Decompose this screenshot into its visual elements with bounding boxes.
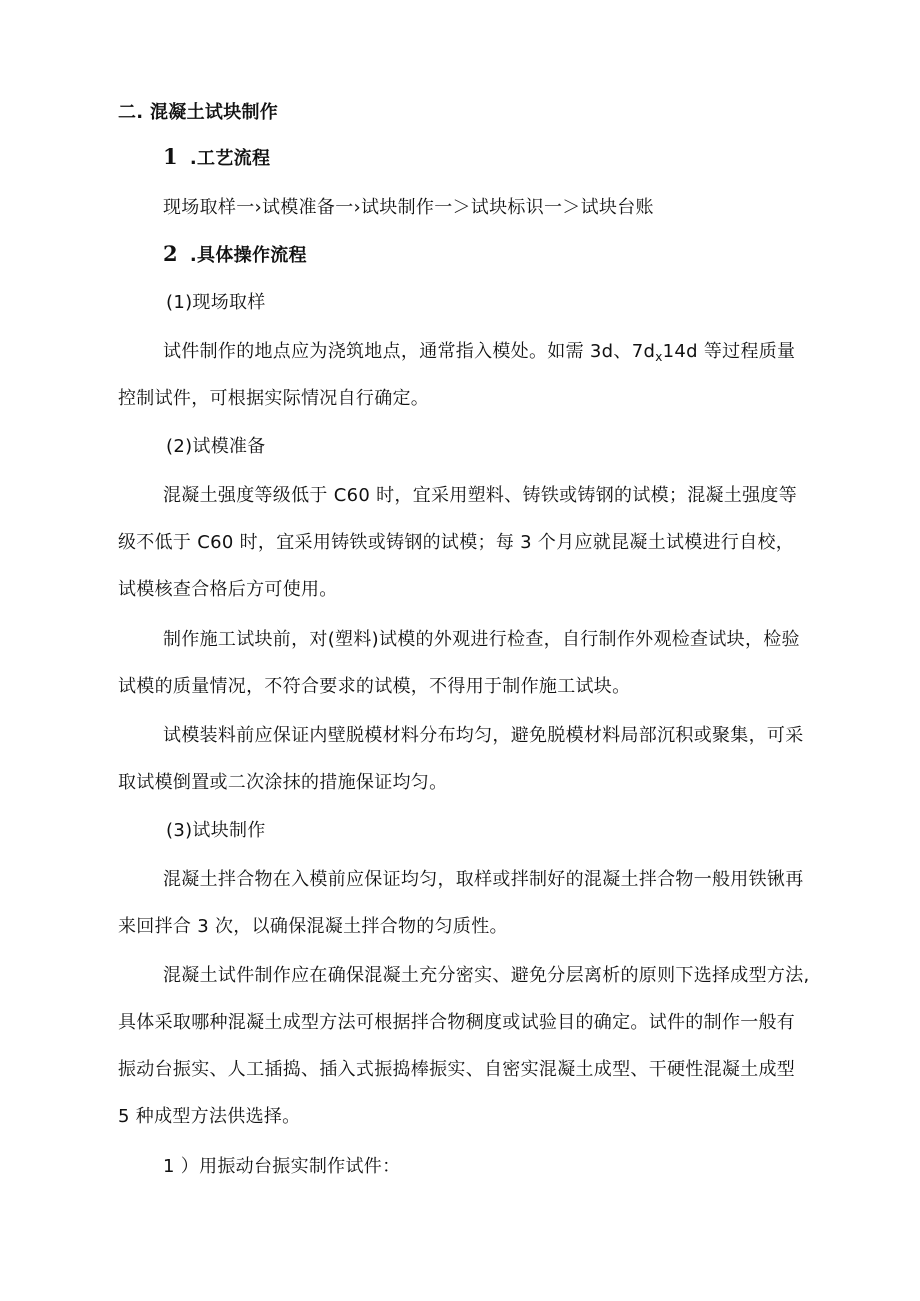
step-title: (2)试模准备	[166, 436, 266, 457]
paragraph-line: 5 种成型方法供选择。	[118, 1106, 301, 1127]
paragraph-line: 来回拌合 3 次，以确保混凝土拌合物的匀质性。	[118, 916, 508, 937]
paragraph-line: 试模装料前应保证内壁脱模材料分布均匀，避免脱模材料局部沉积或聚集，可采	[163, 725, 804, 746]
process-flow: 现场取样一›试模准备一›试块制作一＞试块标识一＞试块台账	[163, 197, 654, 218]
subsection-title: .具体操作流程	[189, 245, 307, 266]
subsection-title: .工艺流程	[189, 148, 271, 169]
paragraph-line: 控制试件，可根据实际情况自行确定。	[118, 388, 430, 409]
step-title: (1)现场取样	[166, 292, 266, 313]
paragraph-line: 级不低于 C60 时，宜采用铸铁或铸钢的试模；每 3 个月应就昆凝土试模进行自校，	[118, 532, 795, 553]
paragraph-line: 振动台振实、人工插捣、插入式振捣棒振实、自密实混凝土成型、干硬性混凝土成型	[118, 1059, 796, 1080]
paragraph-line: 试模的质量情况，不符合要求的试模，不得用于制作施工试块。	[118, 676, 631, 697]
subsection-heading-2	[163, 242, 307, 268]
paragraph-line: 具体采取哪种混凝土成型方法可根据拌合物稠度或试验目的确定。试件的制作一般有	[118, 1012, 796, 1033]
section-title: 二. 混凝土试块制作	[118, 102, 279, 123]
subsection-number: 2	[163, 241, 178, 266]
step-title: (3)试块制作	[166, 820, 266, 841]
paragraph-line: 制作施工试块前，对(塑料)试模的外观进行检查，自行制作外观检查试块，检验	[163, 629, 800, 650]
text-run: 试件制作的地点应为浇筑地点，通常指入模处。如需 3d、$7d_x14d$ 等过程质量	[163, 341, 796, 364]
paragraph-line: 取试模倒置或二次涂抹的措施保证均匀。	[118, 772, 448, 793]
paragraph-line	[163, 340, 803, 369]
subsection-number: 1	[163, 144, 178, 169]
subsection-heading-1	[163, 145, 270, 171]
list-item: 1 ）用振动台振实制作试件：	[163, 1156, 401, 1177]
paragraph-line: 试模核查合格后方可使用。	[118, 579, 338, 600]
paragraph-line: 混凝土拌合物在入模前应保证均匀，取样或拌制好的混凝土拌合物一般用铁锹再	[163, 869, 804, 890]
paragraph-line: 混凝土强度等级低于 C60 时，宜采用塑料、铸铁或铸钢的试模；混凝土强度等	[163, 485, 798, 506]
paragraph-line: 混凝土试件制作应在确保混凝土充分密实、避免分层离析的原则下选择成型方法,	[163, 965, 810, 986]
